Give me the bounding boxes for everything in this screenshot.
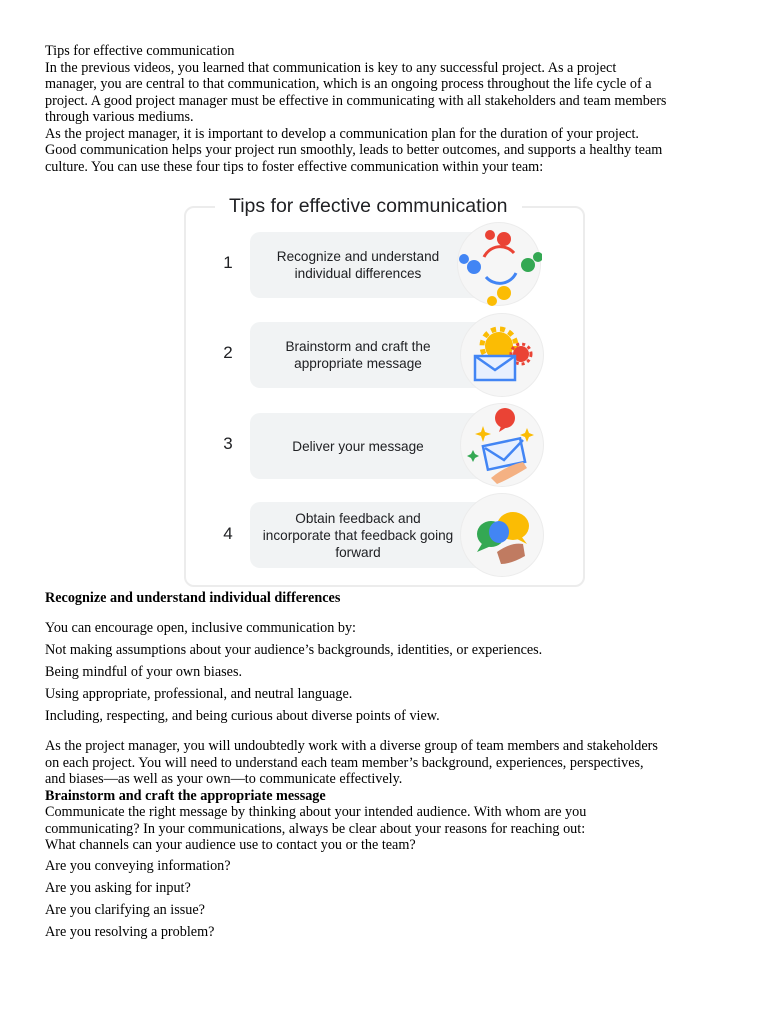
list-item: Not making assumptions about your audience’s backgrounds, identities, or experiences. xyxy=(45,642,543,658)
tip-number: 3 xyxy=(223,434,233,453)
gears-envelope-icon xyxy=(460,313,544,397)
intro-block xyxy=(45,43,735,175)
tip-label: Obtain feedback and incorporate that feedback going forward xyxy=(262,510,454,560)
intro-heading: Tips for effective communication xyxy=(45,43,235,59)
list-item: Including, respecting, and being curious about diverse points of view. xyxy=(45,708,440,724)
section1-lead: You can encourage open, inclusive communication by: xyxy=(45,620,357,636)
tip-label: Brainstorm and craft the appropriate message xyxy=(285,339,431,371)
tip-number: 4 xyxy=(223,524,233,543)
list-item: Using appropriate, professional, and neutral language. xyxy=(45,686,353,702)
list-item: Are you resolving a problem? xyxy=(45,924,215,940)
intro-para2-line: culture. You can use these four tips to foster effective communication within your team: xyxy=(45,158,544,175)
tip-label: Recognize and understand individual differences xyxy=(276,249,440,281)
list-item: Being mindful of your own biases. xyxy=(45,664,243,680)
paragraph-line: Communicate the right message by thinking about your intended audience. With whom are you xyxy=(45,804,587,820)
paragraph-line: communicating? In your communications, always be clear about your reasons for reaching out: xyxy=(45,820,586,837)
section2-heading: Brainstorm and craft the appropriate message xyxy=(45,787,326,804)
hand-envelope-icon xyxy=(460,403,544,487)
intro-para2-line: As the project manager, it is important to develop a communication plan for the duration of your project. xyxy=(45,125,639,142)
list-item: Are you asking for input? xyxy=(45,880,191,896)
chat-bubbles-icon xyxy=(460,493,544,577)
list-item: Are you clarifying an issue? xyxy=(45,902,205,918)
intro-para2-line: Good communication helps your project run smoothly, leads to better outcomes, and supports a healthy team xyxy=(45,142,663,158)
paragraph-line: on each project. You will need to understand each team member’s background, experiences, perspectives, xyxy=(45,754,644,771)
intro-para1-line: manager, you are central to that communication, which is an ongoing process throughout the life cycle of a xyxy=(45,76,652,92)
people-cycle-icon xyxy=(457,222,541,306)
paragraph-line: What channels can your audience use to contact you or the team? xyxy=(45,837,416,853)
tip-label: Deliver your message xyxy=(292,438,424,454)
intro-para1-line: project. A good project manager must be effective in communicating with all stakeholders and team members xyxy=(45,92,667,109)
tip-number: 1 xyxy=(223,253,233,272)
section1-paragraph xyxy=(45,738,735,854)
tip-number: 2 xyxy=(223,343,233,362)
paragraph-line: As the project manager, you will undoubtedly work with a diverse group of team members and stakeholders xyxy=(45,738,658,754)
intro-para1-line: In the previous videos, you learned that communication is key to any successful project. As a project xyxy=(45,59,617,76)
paragraph-line: and biases—as well as your own—to communicate effectively. xyxy=(45,771,403,787)
section1-heading: Recognize and understand individual differences xyxy=(45,590,341,606)
infographic-title: Tips for effective communication xyxy=(215,193,522,219)
intro-para1-line: through various mediums. xyxy=(45,109,194,125)
list-item: Are you conveying information? xyxy=(45,858,231,874)
